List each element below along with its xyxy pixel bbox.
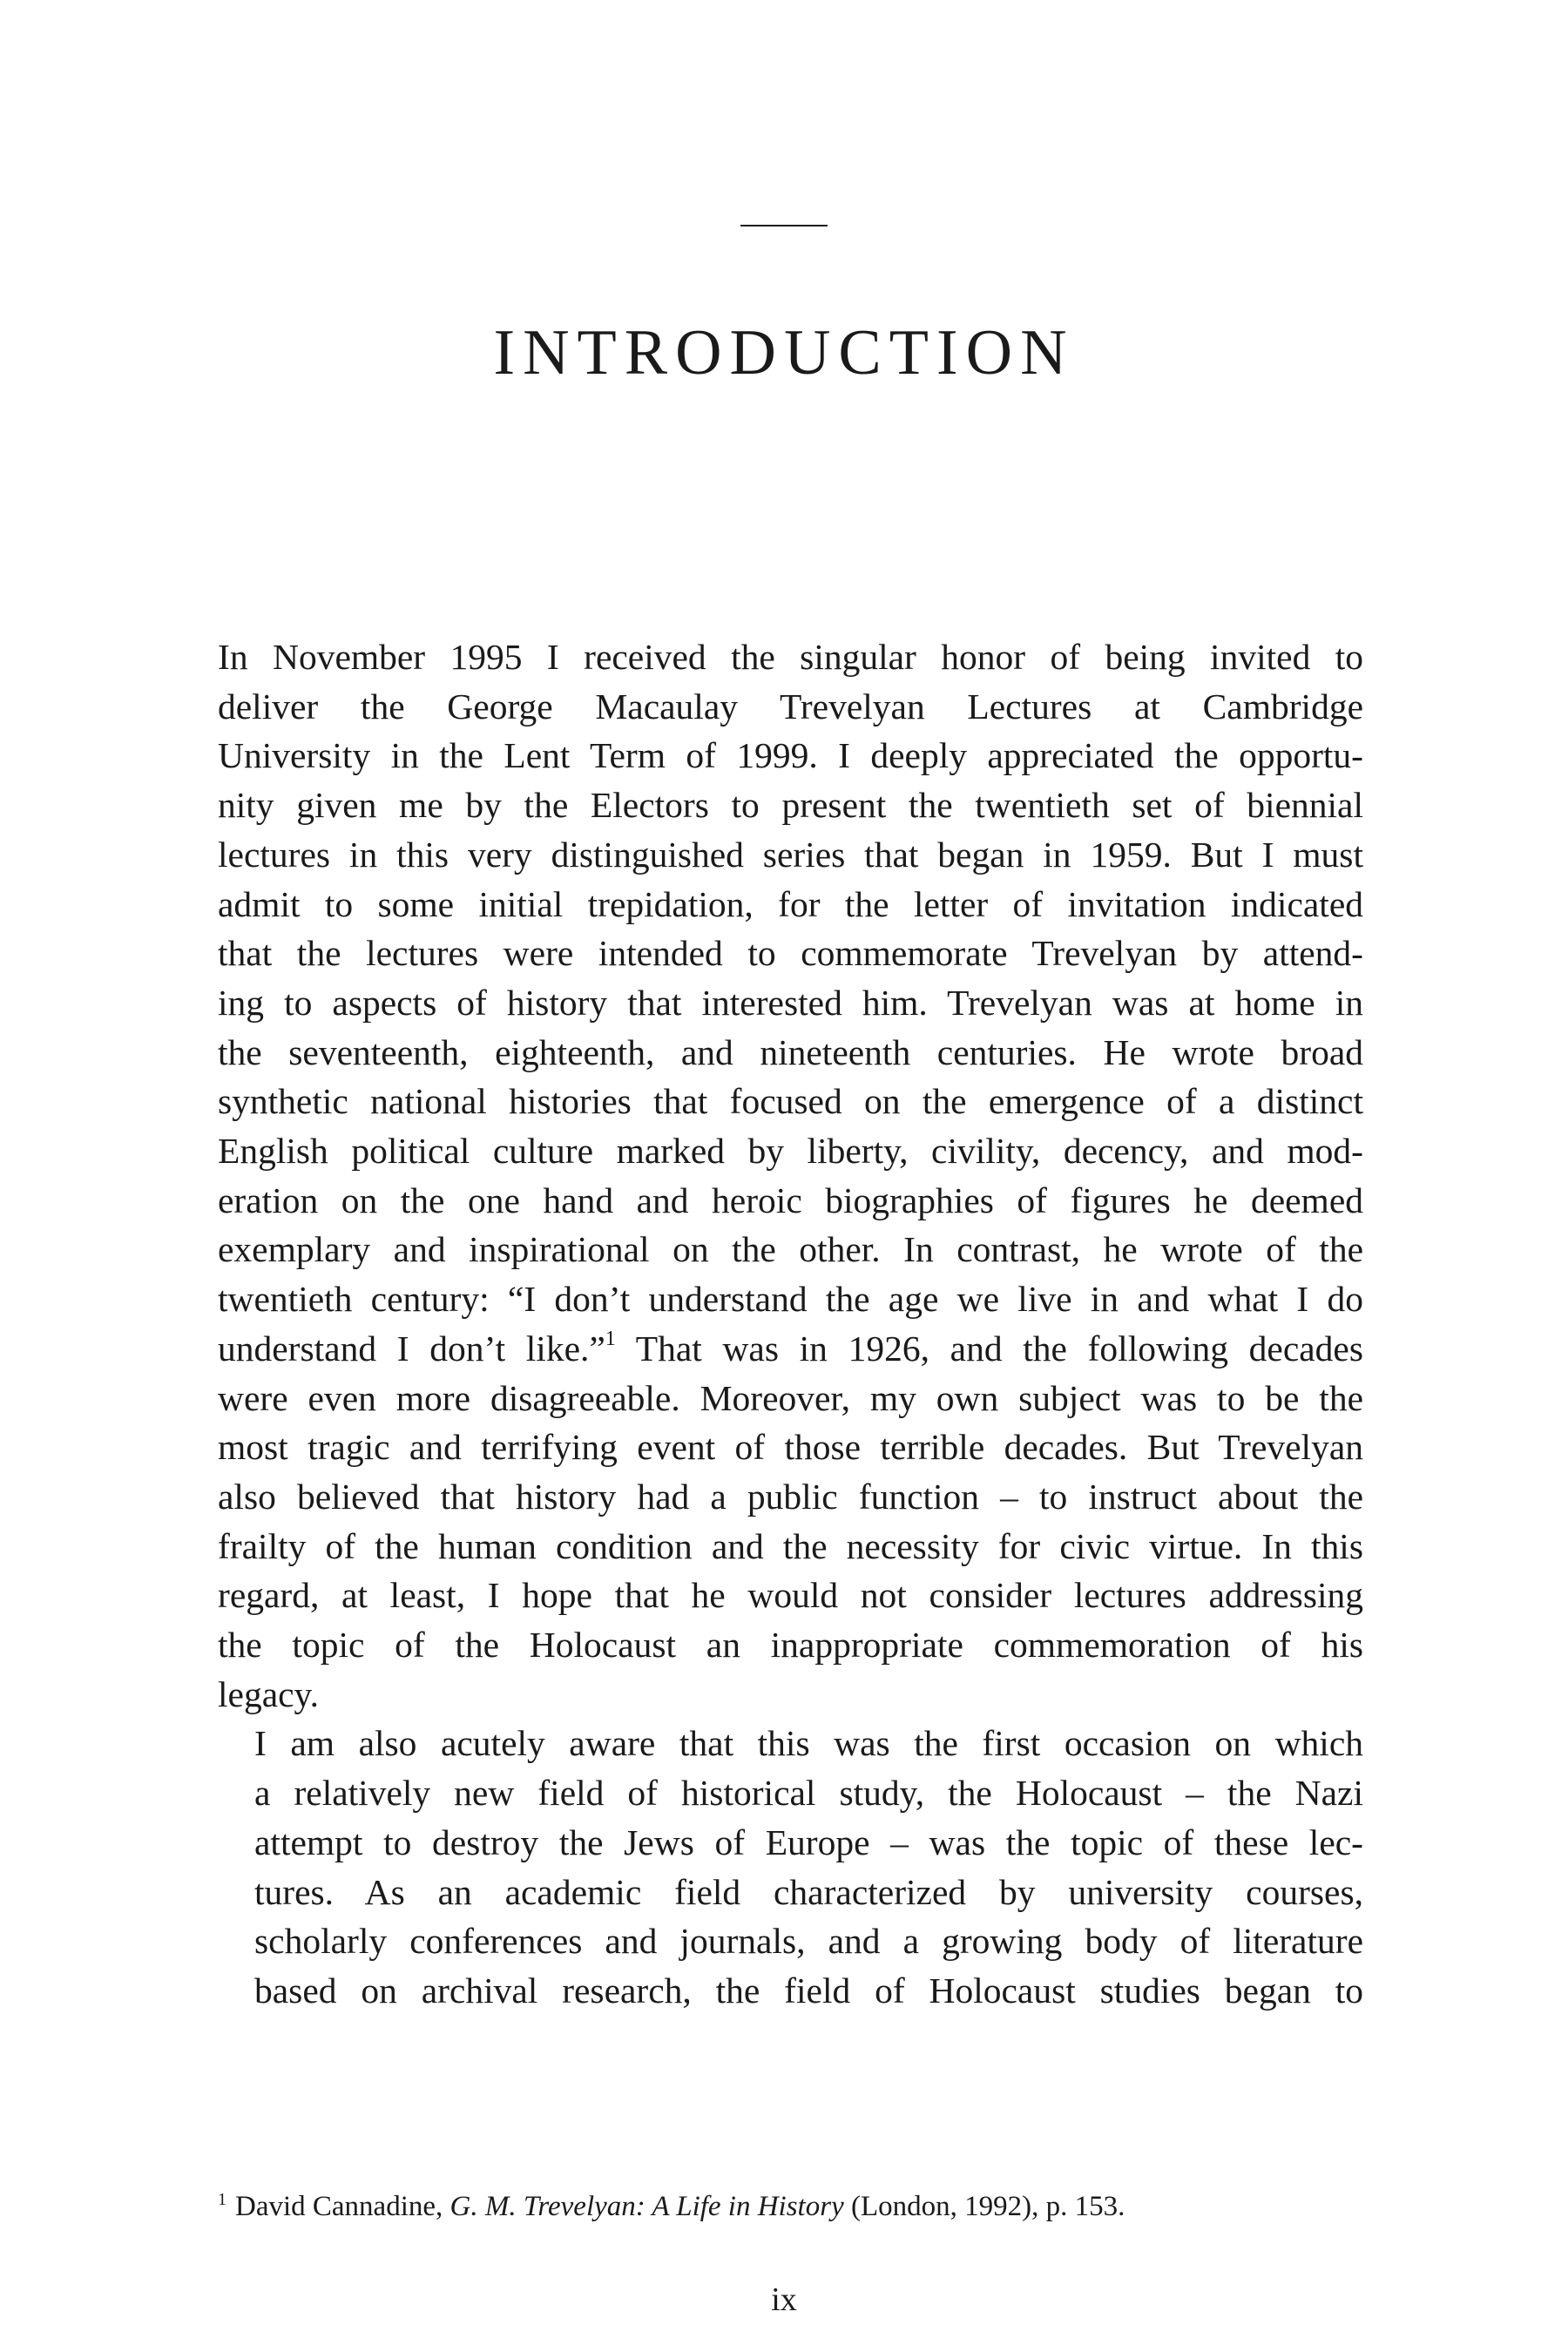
- text-line: also believed that history had a public function – to instruct about the: [218, 1476, 1363, 1517]
- text-line: eration on the one hand and heroic biographies of figures he deemed: [218, 1179, 1363, 1220]
- text-line: attempt to destroy the Jews of Europe – was the topic of these lec-: [254, 1821, 1363, 1862]
- chapter-rule: [740, 225, 828, 226]
- text-line: University in the Lent Term of 1999. I deeply appreciated the opportu-: [218, 735, 1363, 776]
- text-line: twentieth century: “I don’t understand the age we live in and what I do: [218, 1279, 1363, 1320]
- page-number: ix: [771, 2281, 797, 2318]
- footnote-number: 1: [218, 2190, 226, 2209]
- paragraph-1: [218, 632, 1363, 1719]
- footnote-citation: (London, 1992), p. 153.: [843, 2191, 1125, 2222]
- text-line: the topic of the Holocaust an inappropriate commemoration of his: [218, 1625, 1363, 1666]
- text-line: admit to some initial trepidation, for the letter of invitation indicated: [218, 883, 1363, 924]
- text-line: synthetic national histories that focused on the emergence of a distinct: [218, 1081, 1363, 1122]
- text-line: most tragic and terrifying event of those terrible decades. But Trevelyan: [218, 1427, 1363, 1468]
- text-line: based on archival research, the field of Holocaust studies began to: [254, 1970, 1363, 2011]
- text-line: the seventeenth, eighteenth, and nineteenth centuries. He wrote broad: [218, 1031, 1363, 1072]
- text-line: regard, at least, I hope that he would not consider lectures addressing: [218, 1575, 1363, 1616]
- text-segment: understand I don’t like.”: [218, 1328, 605, 1369]
- body-text: [218, 632, 1363, 2016]
- text-segment: That was in 1926, and the following decades: [615, 1328, 1363, 1369]
- footnote-title: G. M. Trevelyan: A Life in History: [449, 2191, 844, 2222]
- text-line: frailty of the human condition and the necessity for civic virtue. In this: [218, 1525, 1363, 1566]
- text-line: a relatively new field of historical study, the Holocaust – the Nazi: [254, 1773, 1363, 1814]
- text-line: deliver the George Macaulay Trevelyan Lectures at Cambridge: [218, 686, 1363, 727]
- footnote-reference[interactable]: 1: [605, 1327, 616, 1350]
- footnote-author: David Cannadine,: [235, 2191, 450, 2222]
- text-line: I am also acutely aware that this was the first occasion on which: [254, 1723, 1363, 1764]
- text-line: lectures in this very distinguished series that began in 1959. But I must: [218, 834, 1363, 875]
- text-line: ing to aspects of history that interested him. Trevelyan was at home in: [218, 982, 1363, 1023]
- footnote: [218, 2189, 1363, 2224]
- text-line: exemplary and inspirational on the other. In contrast, he wrote of the: [218, 1229, 1363, 1270]
- chapter-title: INTRODUCTION: [493, 317, 1075, 389]
- text-line: were even more disagreeable. Moreover, my own subject was to be the: [218, 1377, 1363, 1418]
- text-line: that the lectures were intended to commemorate Trevelyan by attend-: [218, 933, 1363, 974]
- text-line: English political culture marked by liberty, civility, decency, and mod-: [218, 1131, 1363, 1172]
- text-line: scholarly conferences and journals, and a growing body of literature: [254, 1921, 1363, 1962]
- text-line: In November 1995 I received the singular honor of being invited to: [218, 637, 1363, 677]
- text-line: tures. As an academic field characterized by university courses,: [254, 1871, 1363, 1912]
- text-line: legacy.: [218, 1673, 319, 1714]
- text-line: nity given me by the Electors to present the twentieth set of biennial: [218, 785, 1363, 826]
- paragraph-2: [218, 1719, 1363, 2015]
- text-line-with-footnote: [218, 1324, 1363, 1374]
